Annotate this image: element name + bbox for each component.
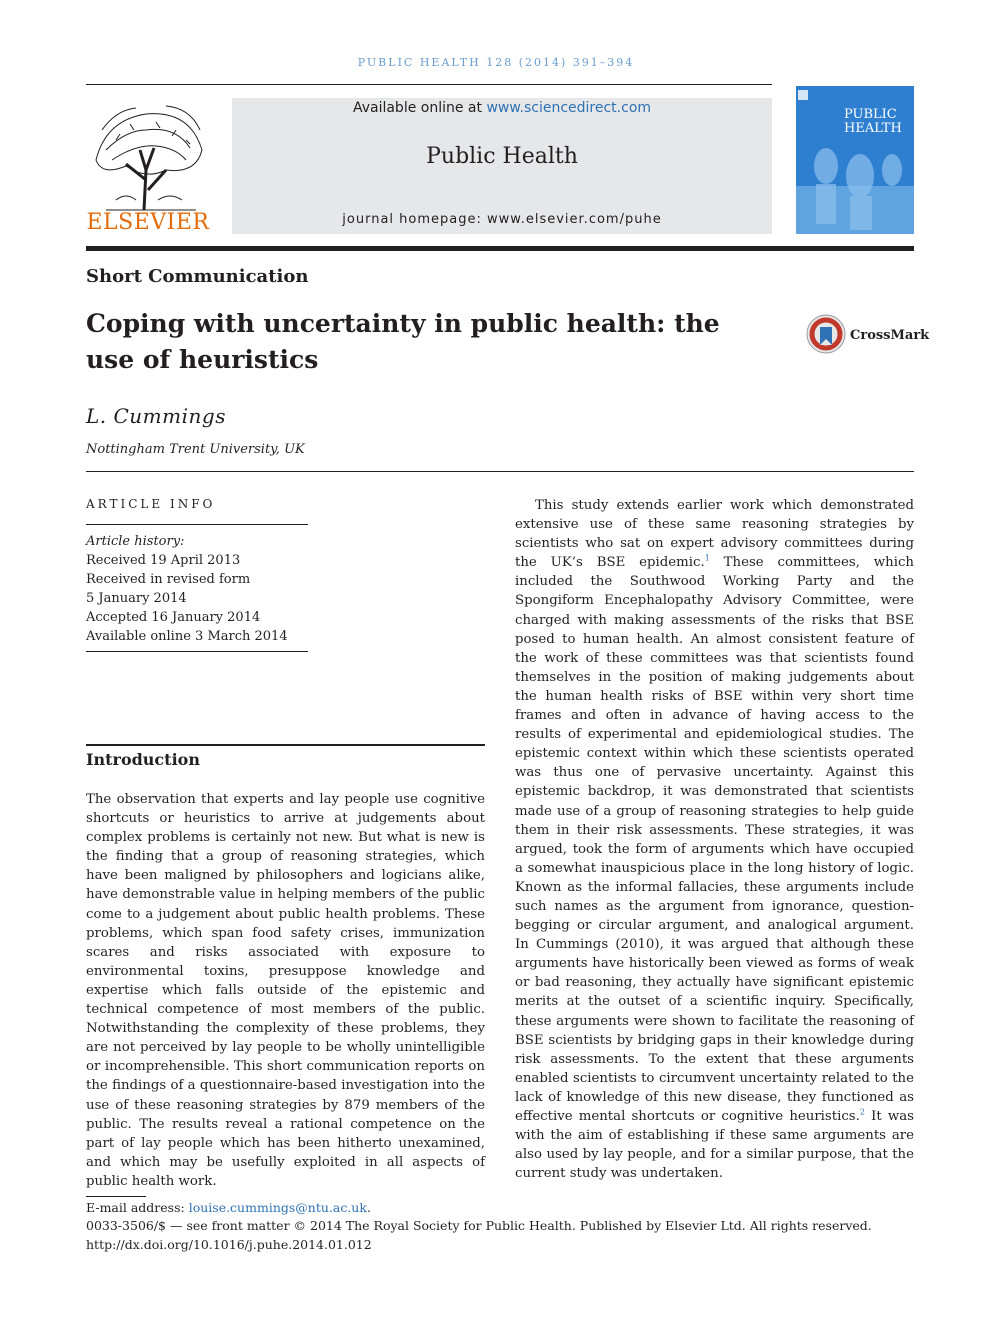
intro-heading: Introduction bbox=[86, 750, 200, 769]
doi-link[interactable]: http://dx.doi.org/10.1016/j.puhe.2014.01.012 bbox=[86, 1237, 372, 1252]
footnote-rule bbox=[86, 1196, 146, 1197]
cover-title-2: HEALTH bbox=[844, 121, 902, 136]
article-title: Coping with uncertainty in public health: the use of heuristics bbox=[86, 309, 720, 374]
running-head: PUBLIC HEALTH 128 (2014) 391–394 bbox=[357, 56, 635, 69]
journal-cover-image bbox=[796, 86, 914, 234]
copyright-line: 0033-3506/$ — see front matter © 2014 The Royal Society for Public Health. Published by Elsevier Ltd. All rights reserved. bbox=[86, 1218, 872, 1233]
email-link[interactable]: louise.cummings@ntu.ac.uk bbox=[188, 1200, 367, 1215]
journal-name: Public Health bbox=[426, 144, 578, 169]
article-history bbox=[86, 532, 288, 646]
article-info-rule-bottom bbox=[86, 651, 308, 652]
header-thick-rule bbox=[86, 246, 914, 251]
crossmark-label: CrossMark bbox=[850, 328, 930, 343]
intro-paragraph bbox=[86, 790, 485, 1191]
history-accepted: Accepted 16 January 2014 bbox=[86, 610, 261, 625]
footnote-ref-1[interactable]: 1 bbox=[704, 553, 710, 563]
history-received: Received 19 April 2013 bbox=[86, 553, 241, 568]
author-affiliation: Nottingham Trent University, UK bbox=[86, 442, 305, 457]
author-name: L. Cummings bbox=[86, 404, 226, 428]
available-online: Available online at www.sciencedirect.com bbox=[352, 100, 652, 116]
footnote-ref-2[interactable]: 2 bbox=[859, 1107, 865, 1117]
email-line: E-mail address: louise.cummings@ntu.ac.uk. bbox=[86, 1200, 371, 1215]
sciencedirect-link[interactable]: www.sciencedirect.com bbox=[486, 100, 652, 116]
history-revised-2: 5 January 2014 bbox=[86, 591, 187, 606]
body-column-right bbox=[515, 496, 914, 1183]
history-label: Article history: bbox=[86, 534, 185, 549]
section-type: Short Communication bbox=[86, 266, 309, 287]
history-revised-1: Received in revised form bbox=[86, 572, 251, 587]
intro-text: The observation that experts and lay people use cognitive shortcuts or heuristics to arrive at judgements about complex problems is certainly not new. But what is new is the finding that a group of reasoning strategies, which have been maligned by philosophers and logicians alike, have demonstrable value in helping members of the public come to a judgement about public health problems. These problems, which span food safety crises, immunization scares and risks associated with exposure to environmental toxins, presuppose knowledge and expertise which falls outside of the epistemic and technical competence of most members of the public. Notwithstanding the complexity of these problems, they are not perceived by lay people to be wholly unintelligible or incomprehensible. This short communication reports on the findings of a questionnaire-based investigation into the use of these reasoning strategies by 879 members of the public. The results reveal a rational competence on the part of lay people which has been hitherto unexamined, and which may be usefully exploited in all aspects of public health work. bbox=[86, 792, 485, 1189]
elsevier-wordmark: ELSEVIER bbox=[86, 210, 210, 235]
title-rule bbox=[86, 471, 914, 472]
cover-title-1: PUBLIC bbox=[844, 107, 897, 122]
body-paragraph: This study extends earlier work which demonstrated extensive use of these same reasoning strategies by scientists who sat on expert advisory committees during the UK’s BSE epidemic.$^1$ These committees, which included the Southwood Working Party and the Spongiform Encephalopathy Advisory Committee, were charged with making assessments of the risks that BSE posed to human health. An almost consistent feature of the work of these committees was that scientists found themselves in the position of making judgements about the human health risks of BSE within very short time frames and often in advance of having access to the results of experimental and epidemiological studies. The epistemic context within which these scientists operated was thus one of pervasive uncertainty. Against this epistemic backdrop, it was demonstrated that scientists made use of a group of reasoning strategies to help guide them in their risk assessments. These strategies, it was argued, took the form of arguments which have occupied a somewhat inauspicious place in the long history of logic. Known as the informal fallacies, these arguments include such names as the argument from ignorance, question-begging or circular argument, and analogical argument. In Cummings (2010), it was argued that although these arguments have historically been viewed as forms of weak or bad reasoning, they actually have significant epistemic merits at the outset of a scientific inquiry. Specifically, these arguments were shown to facilitate the reasoning of BSE scientists by bridging gaps in their knowledge during risk assessments. To the extent that these arguments enabled scientists to circumvent uncertainty related to the lack of knowledge of this new disease, they functioned as effective mental shortcuts or cognitive heuristics.$^2$ It was with the aim of establishing if these same arguments are also used by lay people, and for a similar purpose, that the current study was undertaken. bbox=[515, 498, 914, 1182]
history-online: Available online 3 March 2014 bbox=[86, 629, 288, 644]
crossmark-badge[interactable] bbox=[806, 313, 930, 355]
article-info-heading: ARTICLE INFO bbox=[86, 497, 216, 511]
article-info-rule-top bbox=[86, 524, 308, 525]
journal-homepage: journal homepage: www.elsevier.com/puhe bbox=[342, 212, 662, 227]
intro-rule bbox=[86, 744, 485, 746]
homepage-link[interactable]: www.elsevier.com/puhe bbox=[487, 212, 662, 227]
header-rule bbox=[86, 84, 772, 85]
